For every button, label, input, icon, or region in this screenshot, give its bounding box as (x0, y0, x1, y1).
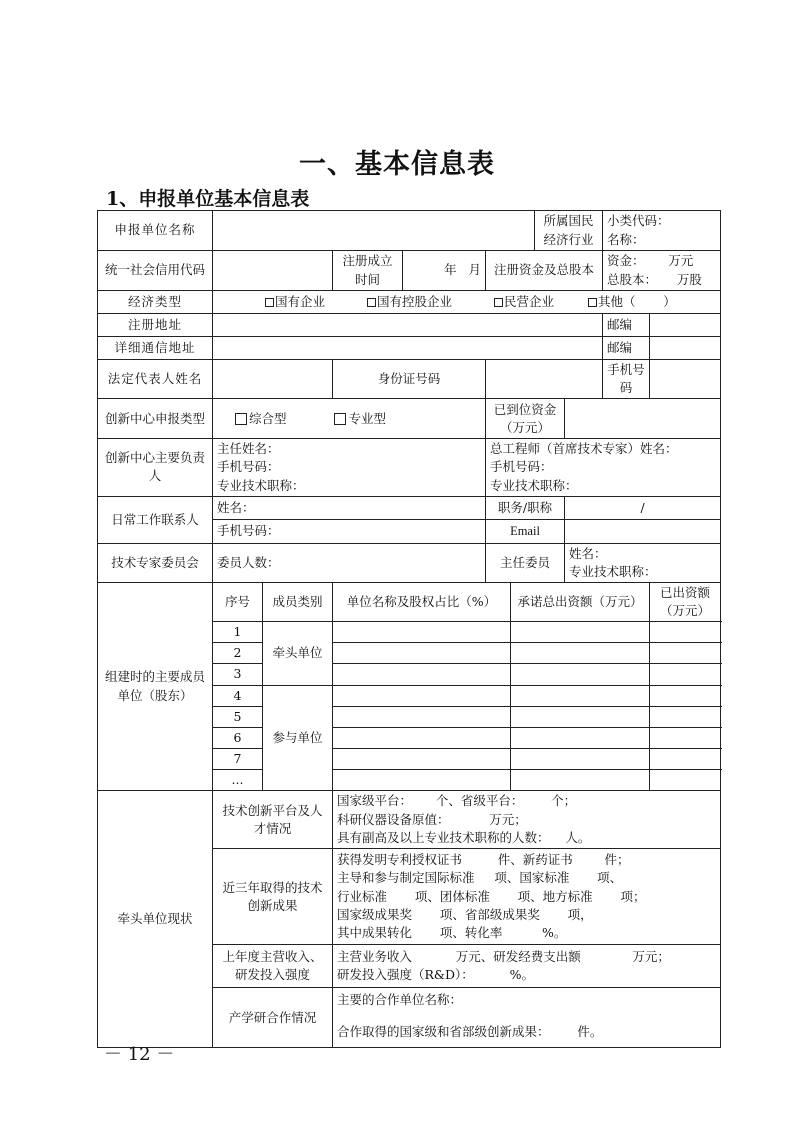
economy-type-options (213, 291, 721, 314)
position-field[interactable]: / (565, 496, 721, 519)
member-seq: 1 (213, 622, 263, 643)
col-category: 成员类别 (263, 582, 333, 621)
member-seq: ... (213, 770, 263, 791)
reg-address-label: 注册地址 (98, 314, 213, 337)
director-phone: 手机号码： (217, 459, 280, 475)
member-seq: 5 (213, 706, 263, 727)
id-number-field[interactable] (486, 360, 603, 399)
leaders-label: 创新中心主要负责人 (98, 439, 213, 496)
achievements-info[interactable] (333, 849, 721, 945)
revenue-line-2: 研发投入强度（R&D）： %。 (337, 967, 534, 983)
platform-label: 技术创新平台及人才情况 (213, 791, 333, 849)
member-seq: 6 (213, 727, 263, 748)
lead-status-label: 牵头单位现状 (98, 791, 213, 1048)
postcode-label: 邮编 (603, 314, 650, 337)
platform-info[interactable] (333, 791, 721, 849)
member-paid-cell[interactable] (650, 706, 721, 727)
email-label: Email (486, 519, 565, 543)
id-number-label: 身份证号码 (333, 360, 486, 399)
reg-time-field[interactable]: 年 月 (403, 251, 486, 291)
achieve-line-4: 国家级成果奖 项、省部级成果奖 项， (337, 906, 593, 922)
cooperation-info[interactable] (333, 988, 721, 1048)
engineer-phone: 手机号码： (490, 459, 553, 475)
reg-time-label: 注册成立时间 (333, 251, 403, 291)
page-title: 一、基本信息表 (299, 149, 495, 180)
member-committed-cell[interactable] (511, 664, 650, 685)
member-paid-cell[interactable] (650, 727, 721, 748)
reg-address-field[interactable] (213, 314, 603, 337)
achievements-label: 近三年取得的技术创新成果 (213, 849, 333, 945)
center-type-options (213, 399, 486, 439)
contact-name[interactable]: 姓名： (213, 496, 486, 519)
center-type-label: 创新中心申报类型 (98, 399, 213, 439)
contact-label: 日常工作联系人 (98, 496, 213, 543)
member-paid-cell[interactable] (650, 622, 721, 643)
email-field[interactable] (565, 519, 721, 543)
chair-label: 主任委员 (486, 543, 565, 582)
cooperation-label: 产学研合作情况 (213, 988, 333, 1048)
section-subtitle: 1、申报单位基本信息表 (106, 188, 310, 210)
member-unit-cell[interactable] (333, 622, 511, 643)
member-paid-cell[interactable] (650, 664, 721, 685)
mobile-field[interactable] (650, 360, 721, 399)
platform-line-3: 具有副高及以上专业技术职称的人数： 人。 (337, 829, 591, 845)
checkbox-state-owned[interactable]: 国有企业 (265, 294, 325, 309)
partner-category: 参与单位 (263, 685, 333, 791)
capital-amount: 资金： 万元 (607, 253, 694, 269)
member-seq: 2 (213, 643, 263, 664)
coop-line-1: 主要的合作单位名称： (337, 992, 463, 1008)
member-committed-cell[interactable] (511, 643, 650, 664)
member-paid-cell[interactable] (650, 685, 721, 706)
funds-field[interactable] (565, 399, 721, 439)
total-shares: 总股本： 万股 (607, 271, 702, 287)
member-seq: 4 (213, 685, 263, 706)
member-paid-cell[interactable] (650, 770, 721, 791)
mail-address-field[interactable] (213, 337, 603, 360)
col-committed: 承诺总出资额（万元） (511, 582, 650, 621)
revenue-label: 上年度主营收入、研发投入强度 (213, 945, 333, 988)
member-committed-cell[interactable] (511, 727, 650, 748)
postcode-field-2[interactable] (650, 337, 721, 360)
mail-address-label: 详细通信地址 (98, 337, 213, 360)
capital-field[interactable] (603, 251, 721, 291)
unit-name-label: 申报单位名称 (98, 211, 213, 251)
legal-rep-field[interactable] (213, 360, 333, 399)
achieve-line-1: 获得发明专利授权证书 件、新药证书 件； (337, 852, 630, 868)
industry-label: 所属国民经济行业 (535, 211, 603, 251)
col-paid: 已出资额（万元） (650, 582, 721, 621)
contact-phone[interactable]: 手机号码： (213, 519, 486, 543)
legal-rep-label: 法定代表人姓名 (98, 360, 213, 399)
member-unit-cell[interactable] (333, 685, 511, 706)
engineer-name: 总工程师（首席技术专家）姓名： (490, 441, 678, 457)
chair-title: 专业技术职称： (569, 563, 657, 579)
capital-label: 注册资金及总股本 (486, 251, 603, 291)
platform-line-2: 科研仪器设备原值： 万元； (337, 811, 527, 827)
checkbox-private[interactable]: 民营企业 (494, 294, 554, 309)
chief-engineer-info[interactable] (486, 439, 721, 496)
basic-info-table (97, 210, 721, 1048)
col-unit-share: 单位名称及股权占比（%） (333, 582, 511, 621)
member-unit-cell[interactable] (333, 748, 511, 769)
industry-field[interactable] (603, 211, 721, 251)
member-unit-cell[interactable] (333, 706, 511, 727)
member-paid-cell[interactable] (650, 748, 721, 769)
director-name: 主任姓名： (217, 441, 280, 457)
member-committed-cell[interactable] (511, 706, 650, 727)
member-committed-cell[interactable] (511, 622, 650, 643)
revenue-line-1: 主营业务收入 万元、研发经费支出额 万元； (337, 949, 670, 964)
chair-name: 姓名： (569, 545, 607, 561)
subclass-code: 小类代码： (607, 213, 670, 229)
member-unit-cell[interactable] (333, 770, 511, 791)
economy-type-label: 经济类型 (98, 291, 213, 314)
director-info[interactable] (213, 439, 486, 496)
member-committed-cell[interactable] (511, 770, 650, 791)
chair-info[interactable] (565, 543, 721, 582)
member-committed-cell[interactable] (511, 685, 650, 706)
member-unit-cell[interactable] (333, 643, 511, 664)
page-number: － 12 － (104, 1044, 175, 1065)
postcode-field[interactable] (650, 314, 721, 337)
lead-category: 牵头单位 (263, 622, 333, 685)
achieve-line-2: 主导和参与制定国际标准 项、国家标准 项、 (337, 870, 623, 886)
unit-name-field[interactable] (213, 211, 535, 251)
member-unit-cell[interactable] (333, 664, 511, 685)
mobile-label: 手机号码 (603, 360, 650, 399)
achieve-line-3: 行业标准 项、团体标准 项、地方标准 项； (337, 888, 646, 904)
credit-code-field[interactable] (213, 251, 333, 291)
checkbox-specialized[interactable]: 专业型 (334, 411, 386, 426)
engineer-title: 专业技术职称： (490, 477, 578, 493)
postcode-label-2: 邮编 (603, 337, 650, 360)
checkbox-other[interactable]: 其他（ ） (588, 294, 676, 309)
position-label: 职务/职称 (486, 496, 565, 519)
committee-members[interactable]: 委员人数： (213, 543, 486, 582)
revenue-info[interactable] (333, 945, 721, 988)
subclass-name: 名称： (607, 231, 645, 247)
funds-label: 已到位资金（万元） (486, 399, 565, 439)
credit-code-label: 统一社会信用代码 (98, 251, 213, 291)
member-unit-cell[interactable] (333, 727, 511, 748)
member-seq: 3 (213, 664, 263, 685)
checkbox-comprehensive[interactable]: 综合型 (235, 411, 287, 426)
member-seq: 7 (213, 748, 263, 769)
checkbox-state-holding[interactable]: 国有控股企业 (367, 294, 452, 309)
achieve-line-5: 其中成果转化 项、转化率 %。 (337, 924, 567, 940)
expert-committee-label: 技术专家委员会 (98, 543, 213, 582)
member-committed-cell[interactable] (511, 748, 650, 769)
platform-line-1: 国家级平台： 个、省级平台： 个； (337, 793, 577, 809)
member-paid-cell[interactable] (650, 643, 721, 664)
members-label: 组建时的主要成员单位（股东） (98, 582, 213, 790)
col-seq: 序号 (213, 582, 263, 621)
director-title: 专业技术职称： (217, 477, 305, 493)
coop-line-2: 合作取得的国家级和省部级创新成果： 件。 (337, 1024, 603, 1040)
